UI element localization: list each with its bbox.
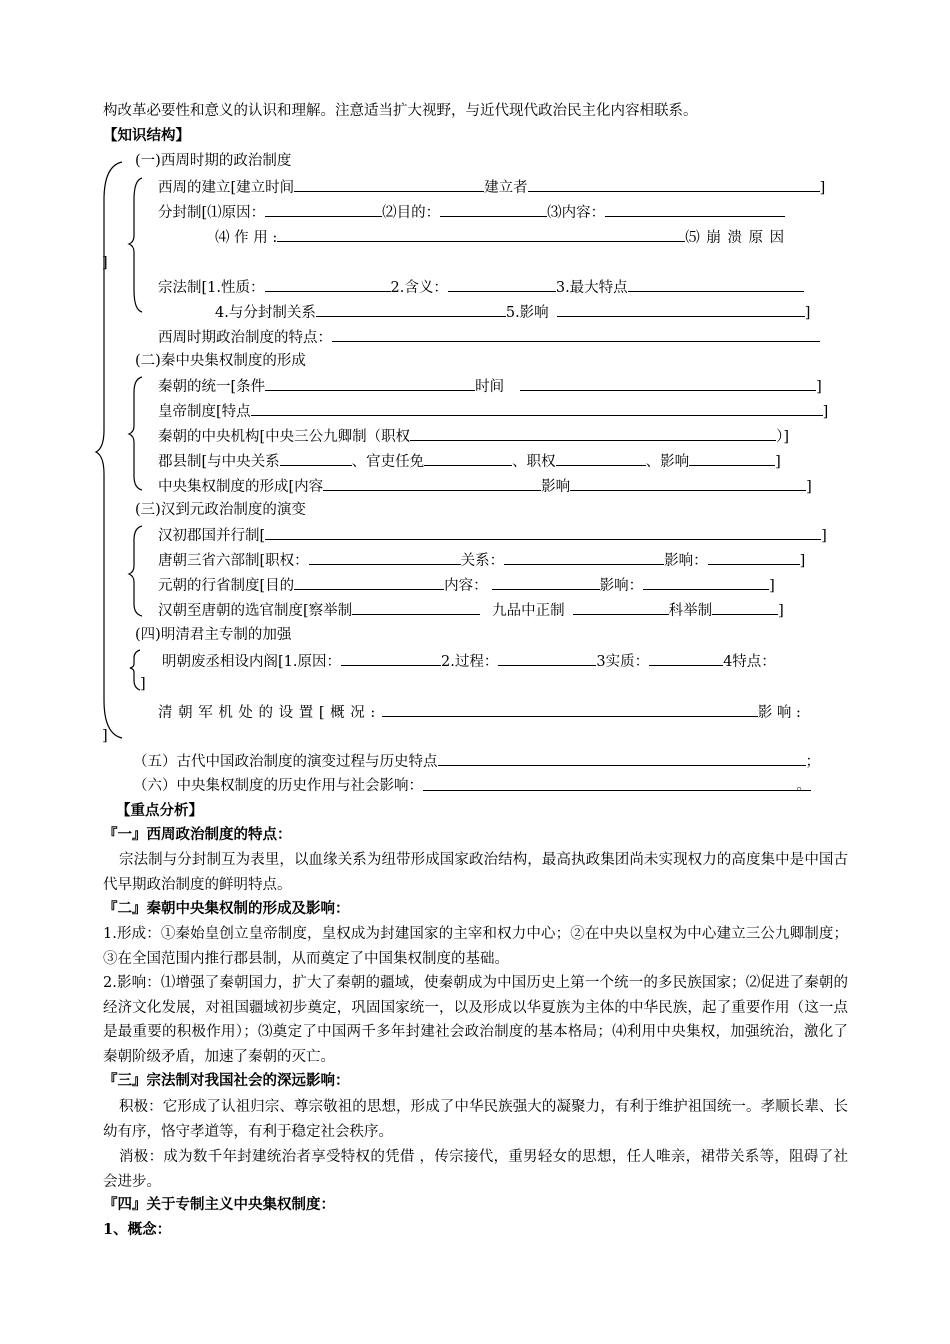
blank-field[interactable]: 。 [423,776,811,791]
s2-row5: 中央集权制度的形成[内容 影响 ] [158,476,812,496]
s1-row3: ⑷ 作 用 : ⑸ 崩 溃 原 因 [215,227,785,247]
blank-field[interactable] [277,227,685,242]
blank-field[interactable] [382,702,758,717]
s2-row3: 秦朝的中央机构[中央三公九卿制（职权 ）] [158,426,789,446]
outer-brace [96,162,122,738]
p3-negative: 消极：成为数千年封建统治者享受特权的凭借 ，传宗接代，重男轻女的思想，任人唯亲，裙带关系等，阻碍了社会进步。 [103,1149,848,1190]
blank-field[interactable] [448,277,556,292]
s2-row4: 郡县制[与中央关系 、官吏任免 、职权 、影响 ] [158,451,781,471]
s1-title: (一)西周时期的政治制度 [135,153,292,169]
blank-field[interactable] [294,177,484,192]
s2-title: (二)秦中央集权制度的形成 [135,353,306,369]
s4-title: (四)明清君主专制的加强 [135,627,292,643]
blank-field[interactable] [341,651,441,666]
blank-field[interactable] [504,550,664,565]
s6-row: （六）中央集权制度的历史作用与社会影响： 。 [133,778,811,794]
s1-row4: 宗法制[1.性质： 2.含义： 3.最大特点 [158,277,804,297]
blank-field[interactable] [280,451,352,466]
brace-s2 [129,377,142,490]
blank-field[interactable] [556,451,646,466]
blank-field[interactable] [265,277,391,292]
blank-field[interactable] [520,376,816,391]
blank-field[interactable] [528,177,820,192]
blank-field[interactable] [323,476,541,491]
s3-row2: 唐朝三省六部制[职权： 关系： 影响： ] [158,550,805,570]
s3-title: (三)汉到元政治制度的演变 [135,502,306,518]
blank-field[interactable] [628,277,804,292]
blank-field[interactable] [265,376,475,391]
p1-title: 『一』西周政治制度的特点： [103,826,292,843]
p3-positive: 积极：它形成了认祖归宗、尊宗敬祖的思想，形成了中华民族强大的凝聚力，有利于维护祖国统一。孝顺长辈、长幼有序，恪守孝道等，有利于稳定社会秩序。 [103,1099,848,1140]
brace-s4 [130,650,140,690]
intro-text: 构改革必要性和意义的认识和理解。注意适当扩大视野，与近代现代政治民主化内容相联系。 [103,103,698,119]
s2-row1: 秦朝的统一[条件 时间 ] [158,376,822,396]
blank-field[interactable] [316,302,506,317]
blank-field[interactable] [605,202,785,217]
blank-field[interactable] [438,751,806,766]
blank-field[interactable] [643,575,769,590]
p2-form: 1.形成：①秦始皇创立皇帝制度，皇权成为封建国家的主宰和权力中心；②在中央以皇权为中心建立三公九卿制度；③在全国范围内推行郡县制，从而奠定了中国集权制度的基础。 [103,926,848,967]
blank-field[interactable] [557,302,805,317]
blank-field[interactable] [708,550,800,565]
p4-title: 『四』关于专制主义中央集权制度： [103,1196,335,1213]
blank-field[interactable] [440,202,547,217]
blank-field[interactable] [492,575,600,590]
s1-row1: 西周的建立[建立时间 建立者 ] [158,177,825,197]
blank-field[interactable] [265,202,382,217]
s4-row2: 清 朝 军 机 处 的 设 置 [ 概 况 : 影 响 : [158,702,801,722]
blank-field[interactable] [265,525,821,540]
p1-body: 宗法制与分封制互为表里，以血缘关系为纽带形成国家政治结构，最高执政集团尚未实现权力的高度集中是中国古代早期政治制度的鲜明特点。 [103,852,848,893]
s1-row6: 西周时期政治制度的特点： [158,327,820,347]
brace-s3 [129,526,142,616]
analysis-heading: 【重点分析】 [116,802,203,819]
blank-field[interactable] [689,451,775,466]
blank-field[interactable] [332,327,820,342]
s4-row2-close: ] [102,728,108,744]
blank-field[interactable] [424,451,512,466]
brace-s1 [129,178,142,312]
knowledge-heading: 【知识结构】 [103,127,190,144]
s3-row3: 元朝的行省制度[目的 内容： 影响： ] [158,575,775,595]
p2-title: 『二』秦朝中央集权制的形成及影响： [103,900,350,917]
blank-field[interactable] [410,426,776,441]
blank-field[interactable] [294,575,444,590]
blank-field[interactable] [570,476,806,491]
s1-row3-close: ] [102,255,108,271]
blank-field[interactable] [352,600,480,615]
s1-row2: 分封制[⑴原因： ⑵目的： ⑶内容： [158,202,785,222]
p2-impact: 2.影响：⑴增强了秦朝国力，扩大了秦朝的疆域，使秦朝成为中国历史上第一个统一的多民族国家；⑵促进了秦朝的经济文化发展，对祖国疆域初步奠定，巩固国家统一，以及形成以华夏族为主体的中华民族，起了重要作用（这一点是最重要的积极作用）；⑶奠定了中国两千多年封建社会政治制度的基本格局；⑷利用中央集权，加强统治，激化了秦朝阶级矛盾，加速了秦朝的灭亡。 [103,975,848,1065]
s3-row1: 汉初郡国并行制[ ] [158,525,827,545]
blank-field[interactable] [309,550,461,565]
blank-field[interactable] [573,600,669,615]
s3-row4: 汉朝至唐朝的选官制度[察举制 九品中正制 科举制 ] [158,600,784,620]
blank-field[interactable] [251,401,823,416]
s4-row1-close: ] [140,676,146,692]
s2-row2: 皇帝制度[特点 ] [158,401,828,421]
s1-row5: 4.与分封制关系 5.影响 ] [215,302,810,322]
blank-field[interactable] [649,651,723,666]
blank-field[interactable] [712,600,778,615]
p4-sub: 1、概念： [103,1221,172,1238]
blank-field[interactable] [498,651,596,666]
p3-title: 『三』宗法制对我国社会的深远影响： [103,1072,350,1089]
s4-row1: 明朝废丞相设内阁[1.原因： 2.过程： 3实质： 4特点： [162,651,776,671]
s5-row: （五）古代中国政治制度的演变过程与历史特点 ； [133,751,820,771]
